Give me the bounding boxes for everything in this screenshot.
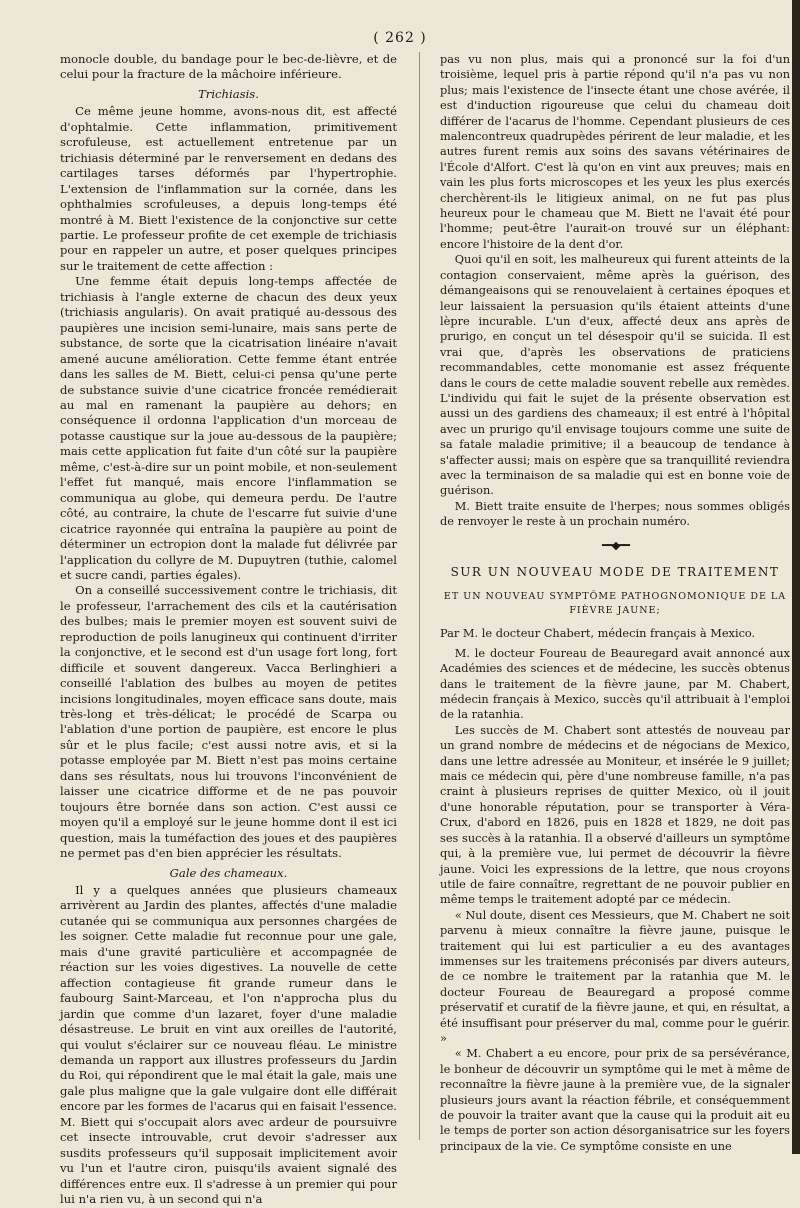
gale-paragraph-2: Quoi qu'il en soit, les malheureux qui furent atteints de la contagion conservaient, même après la guérison, des démangeaisons qui se renouvelaient à certaines époques et leur laissaient la persuasion qu'ils étaient atteints d'une lèpre incurable. L'un d'eux, affecté deux ans après de prurigo, en conçut un tel désespoir qu'il se suicida. Il est vrai que, d'après les observations de praticiens recommandables, cette monomanie est assez fréquente dans le cours de cette maladie souvent rebelle aux remèdes. L'individu qui fait le sujet de la présente observation est aussi un des gardiens des chameaux; il est entré à l'hôpital avec un prurigo qu'il envisage toujours comme une suite de sa fatale maladie primitive; il a beaucoup de tendance à s'affecter aussi; mais on espère que sa tranquillité reviendra avec la terminaison de sa maladie qui est en bonne voie de guérison. — [440, 252, 790, 498]
article-paragraph-3: « Nul doute, disent ces Messieurs, que M. Chabert ne soit parvenu à mieux connaître la fièvre jaune, puisque le traitement qui lui est particulier a eu des avantages immenses sur les traitemens préconisés par divers auteurs, de ce nombre le traitement par la ratanhia que M. le docteur Foureau de Beauregard a proposé comme préservatif et curatif de la fièvre jaune, et qui, en résultat, a été insuffisant pour préserver du mal, comme pour le guérir. » — [440, 907, 790, 1045]
right-column — [440, 52, 790, 1153]
page-number: ( 262 ) — [373, 30, 427, 46]
article-paragraph-4: « M. Chabert a eu encore, pour prix de sa persévérance, le bonheur de découvrir un symptôme qui le met à même de reconnaître la fièvre jaune à la première vue, de la signaler plusieurs jours avant la réaction fébrile, et conséquemment de pouvoir la traiter avant que la cause qui la produit ait eu le temps de porter son action désorganisatrice sur les foyers principaux de la vie. Ce symptôme consiste en une — [440, 1046, 790, 1153]
page-edge-shadow — [792, 0, 800, 1154]
article-paragraph-2: Les succès de M. Chabert sont attestés de nouveau par un grand nombre de médecins et de négocians de Mexico, dans une lettre adressée au Moniteur, et insérée le 9 juillet; mais ce médecin qui, père d'une nombreuse famille, n'a pas craint à plusieurs reprises de quitter Mexico, où il jouit d'une honorable réputation, pour se transporter à Véra-Crux, d'abord en 1826, puis en 1828 et 1829, ne doit pas ses succès à la ratanhia. Il a observé d'ailleurs un symptôme qui, à la première vue, lui permet de découvrir la fièvre jaune. Voici les expressions de la lettre, que nous croyons utile de faire connaître, regrettant de ne pouvoir publier en même temps le traitement adopté par ce médecin. — [440, 722, 790, 907]
article-paragraph-1: M. le docteur Foureau de Beauregard avait annoncé aux Académies des sciences et de médecine, les succès obtenus dans le traitement de la fièvre jaune, par M. Chabert, médecin français à Mexico, succès qu'il attribuait à l'emploi de la ratanhia. — [440, 645, 790, 722]
trichiasis-paragraph-2: Une femme était depuis long-temps affectée de trichiasis à l'angle externe de chacun des deux yeux (trichiasis angularis). On avait pratiqué au-dessous des paupières une incision semi-lunaire, mais sans perte de substance, de sorte que la cicatrisation linéaire n'avait amené aucune amélioration. Cette femme étant entrée dans les salles de M. Biett, celui-ci pensa qu'une perte de substance suivie d'une cicatrice froncée remédierait au mal en ramenant la paupière au dehors; en conséquence il ordonna l'application d'un morceau de potasse caustique sur la joue au-dessous de la paupière; mais cette application fut faite d'un côté sur la paupière même, c'est-à-dire sur un point mobile, et non-seulement l'effet fut manqué, mais encore l'inflammation se communiqua au globe, qui demeura perdu. De l'autre côté, au contraire, la chute de l'escarre fut suivie d'une cicatrice rayonnée qui entraîna la paupière au point de déterminer un ectropion dont la malade fut délivrée par l'application du collyre de M. Dupuytren (tuthie, calomel et sucre candi, parties égales). — [60, 274, 397, 582]
trichiasis-paragraph-1: Ce même jeune homme, avons-nous dit, est affecté d'ophtalmie. Cette inflammation, primitivement scrofuleuse, est actuellement entretenue par un trichiasis déterminé par le renversement en dedans des cartilages tarses déformés par l'hypertrophie. L'extension de l'inflammation sur la cornée, dans les ophthalmies scrofuleuses, a depuis long-temps été montré à M. Biett l'existence de la conjonctive sur cette partie. Le professeur profite de cet exemple de trichiasis pour en rappeler un autre, et poser quelques principes sur le traitement de cette affection : — [60, 104, 397, 273]
section-title-trichiasis: Trichiasis. — [198, 86, 259, 101]
gale-paragraph-3: M. Biett traite ensuite de l'herpes; nous sommes obligés de renvoyer le reste à un prochain numéro. — [440, 498, 790, 529]
section-title-gale: Gale des chameaux. — [169, 865, 288, 880]
article-byline: Par M. le docteur Chabert, médecin français à Mexico. — [440, 626, 756, 641]
article-title: SUR UN NOUVEAU MODE DE TRAITEMENT — [450, 565, 780, 579]
opening-paragraph: monocle double, du bandage pour le bec-de-lièvre, et de celui pour la fracture de la mâchoire inférieure. — [60, 52, 397, 82]
separator-ornament: ━━◆━━ — [601, 537, 629, 552]
column-divider — [419, 52, 420, 1140]
article-subtitle: ET UN NOUVEAU SYMPTÔME PATHOGNOMONIQUE DE LA FIÈVRE JAUNE; — [443, 591, 787, 617]
trichiasis-paragraph-3: On a conseillé successivement contre le trichiasis, dit le professeur, l'arrachement des cils et la cautérisation des bulbes; mais le premier moyen est souvent suivi de reproduction de poils lanugineux qui continuent d'irriter la conjonctive, et le second est d'un usage fort long, fort difficile et souvent dangereux. Vacca Berlinghieri a conseillé l'ablation des bulbes au moyen de petites incisions longitudinales, moyen efficace sans doute, mais très-long et très-délicat; le procédé de Scarpa ou l'ablation d'une portion de paupière, est encore le plus sûr et le plus facile; c'est aussi notre avis, et si la potasse employée par M. Biett n'est pas moins certaine dans ses résultats, nous lui trouvons l'inconvénient de laisser une cicatrice difforme et de ne pas pouvoir toujours être bornée dans son action. C'est aussi ce moyen qu'il a employé sur le jeune homme dont il est ici question, mais la tuméfaction des joues et des paupières ne permet pas d'en bien apprécier les résultats. — [60, 583, 397, 861]
gale-paragraph-1: Il y a quelques années que plusieurs chameaux arrivèrent au Jardin des plantes, affectés d'une maladie cutanée qui se communiqua aux personnes chargées de les soigner. Cette maladie fut reconnue pour une gale, mais d'une gravité particulière et accompagnée de réaction sur les voies digestives. La nouvelle de cette affection contagieuse fit grande rumeur dans le faubourg Saint-Marceau, et l'on n'approcha plus du jardin que comme d'un lazaret, foyer d'une maladie désastreuse. Le bruit en vint aux oreilles de l'autorité, qui voulut s'éclairer sur ce nouveau fléau. Le ministre demanda un rapport aux illustres professeurs du Jardin du Roi, qui répondirent que le mal était la gale, mais une gale plus maligne que la gale vulgaire dont elle différait encore par les formes de l'acarus qui en faisait l'essence. M. Biett qui s'occupait alors avec ardeur de poursuivre cet insecte introuvable, crut devoir s'adresser aux susdits professeurs qu'il supposait implicitement avoir vu l'un et l'autre ciron, puisqu'ils avaient signalé des différences entre eux. Il s'adresse à un premier qui pour lui n'a rien vu, à un second qui n'a — [60, 883, 397, 1207]
continuation-paragraph: pas vu non plus, mais qui a prononcé sur la foi d'un troisième, lequel pris à partie répond qu'il n'a pas vu non plus; mais l'existence de l'insecte étant une chose avérée, il est d'induction rigoureuse que celui du chameau doit différer de l'acarus de l'homme. Cependant plusieurs de ces malencontreux quadrupèdes périrent de leur maladie, et les autres furent remis aux soins des savans vétérinaires de l'École d'Alfort. C'est là qu'on en vint aux preuves; mais en vain les plus forts microscopes et les yeux les plus exercés cherchèrent-ils le litigieux animal, on ne fut pas plus heureux pour le chameau que M. Biett ne l'avait été pour l'homme; peut-être l'aurait-on trouvé sur un éléphant: encore l'histoire de la dent d'or. — [440, 52, 790, 251]
left-column — [60, 52, 397, 1207]
